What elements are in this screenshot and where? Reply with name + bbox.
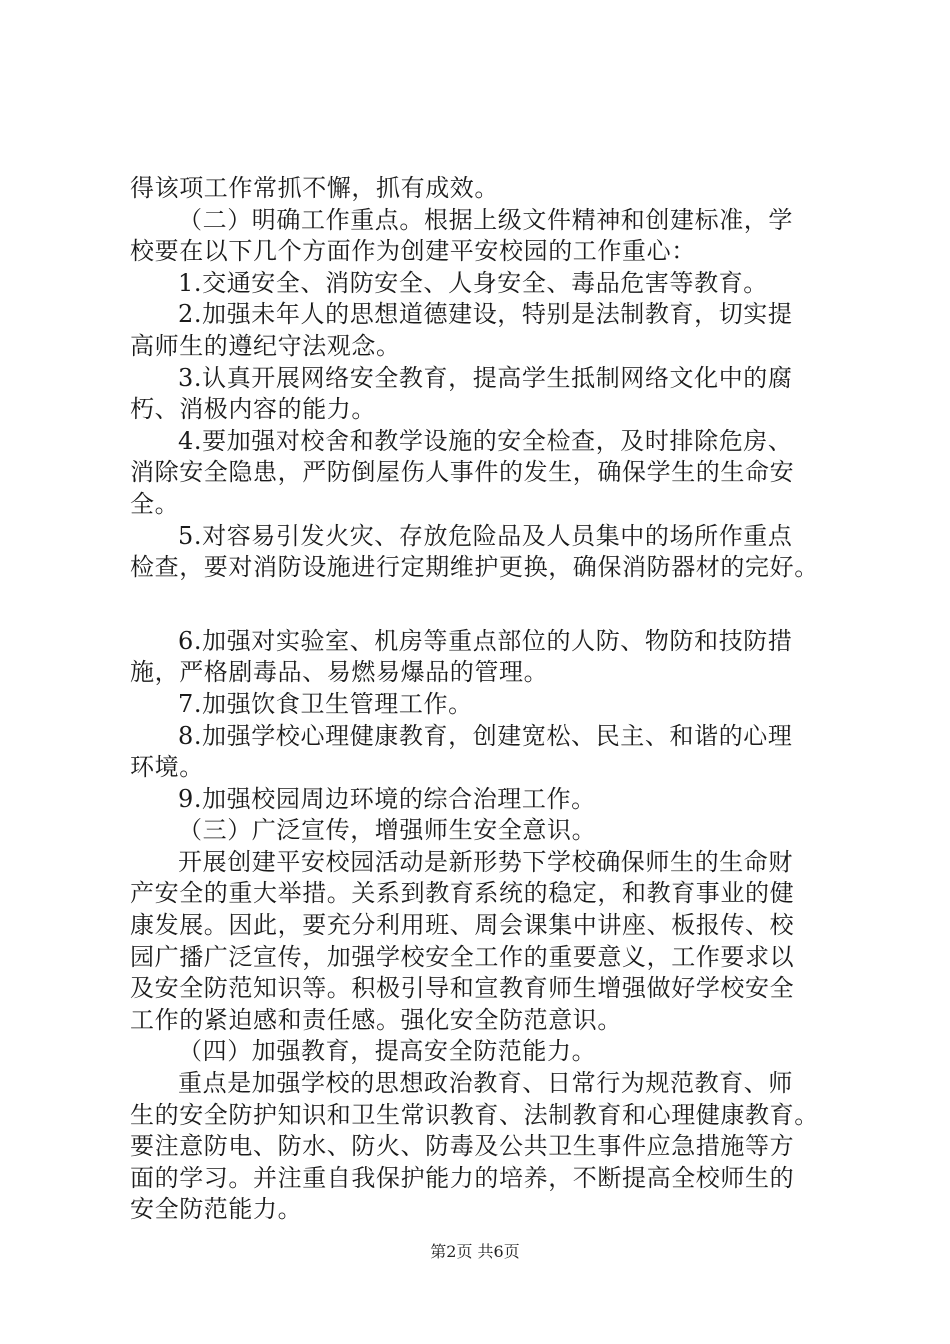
text-line: 施，严格剧毒品、易燃易爆品的管理。 — [130, 658, 549, 687]
text-line: 及安全防范知识等。积极引导和宣教育师生增强做好学校安全 — [130, 974, 795, 1003]
text-line: 校要在以下几个方面作为创建平安校园的工作重心： — [130, 237, 696, 266]
text-line: 5.对容易引发火灾、存放危险品及人员集中的场所作重点 — [178, 521, 793, 550]
document-body — [130, 173, 850, 1226]
text-line: 6.加强对实验室、机房等重点部位的人防、物防和技防措 — [178, 626, 793, 655]
text-line: 朽、消极内容的能力。 — [130, 395, 376, 424]
text-line: 产安全的重大举措。关系到教育系统的稳定，和教育事业的健 — [130, 879, 795, 908]
text-line: （三）广泛宣传，增强师生安全意识。 — [178, 816, 597, 845]
text-line: 9.加强校园周边环境的综合治理工作。 — [178, 784, 596, 813]
text-line: 7.加强饮食卫生管理工作。 — [178, 689, 473, 718]
text-line: 3.认真开展网络安全教育，提高学生抵制网络文化中的腐 — [178, 363, 793, 392]
text-line: 全。 — [130, 489, 180, 518]
text-line: 检查，要对消防设施进行定期维护更换，确保消防器材的完好。 — [130, 553, 819, 582]
text-line: （四）加强教育，提高安全防范能力。 — [178, 1037, 597, 1066]
text-line: 2.加强未年人的思想道德建设，特别是法制教育，切实提 — [178, 300, 793, 329]
text-line: 面的学习。并注重自我保护能力的培养，不断提高全校师生的 — [130, 1163, 795, 1192]
text-line: （二）明确工作重点。根据上级文件精神和创建标准，学 — [178, 205, 793, 234]
text-line: 得该项工作常抓不懈，抓有成效。 — [130, 174, 499, 202]
text-line: 环境。 — [130, 753, 204, 782]
blank-line — [130, 584, 850, 626]
text-line: 工作的紧迫感和责任感。强化安全防范意识。 — [130, 1005, 622, 1034]
text-line: 园广播广泛宣传，加强学校安全工作的重要意义，工作要求以 — [130, 942, 795, 971]
text-line: 高师生的遵纪守法观念。 — [130, 331, 401, 360]
text-line: 4.要加强对校舍和教学设施的安全检查，及时排除危房、 — [178, 426, 793, 455]
text-line: 安全防范能力。 — [130, 1195, 303, 1224]
text-line: 1.交通安全、消防安全、人身安全、毒品危害等教育。 — [178, 268, 768, 297]
text-line: 消除安全隐患，严防倒屋伤人事件的发生，确保学生的生命安 — [130, 458, 795, 487]
text-line: 康发展。因此，要充分利用班、周会课集中讲座、板报传、校 — [130, 911, 795, 940]
text-line: 生的安全防护知识和卫生常识教育、法制教育和心理健康教育。 — [130, 1100, 819, 1129]
text-line: 开展创建平安校园活动是新形势下学校确保师生的生命财 — [178, 847, 793, 876]
page-footer: 第2页 共6页 — [430, 1242, 520, 1261]
text-line: 重点是加强学校的思想政治教育、日常行为规范教育、师 — [178, 1069, 793, 1098]
text-line: 要注意防电、防水、防火、防毒及公共卫生事件应急措施等方 — [130, 1132, 795, 1161]
text-line: 8.加强学校心理健康教育，创建宽松、民主、和谐的心理 — [178, 721, 793, 750]
